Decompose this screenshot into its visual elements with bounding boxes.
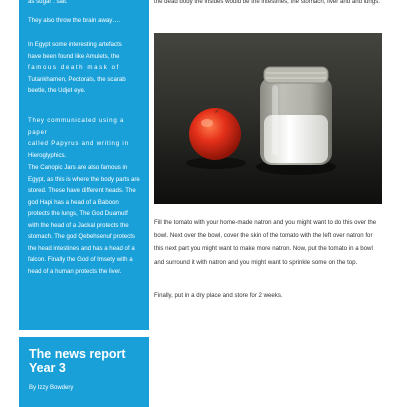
jar-rim — [264, 67, 328, 83]
sidebar-canopic-paragraph: The Canopic Jars are also famous in Egypt, as this is where the body parts are stored. These have different heads. The god Hapi has a head of a Baboon protects the lungs, The God Duamutf with the head of a Jackal protects the stomach. The god Qebehsenuf protects the head intestines and has a head of a falcon. Finally the God of Imsety with a head of a human protects the liver. — [28, 164, 140, 275]
photo-illustration — [154, 33, 382, 204]
tomato — [189, 108, 241, 160]
news-title: The news report Year 3 — [29, 347, 126, 375]
artefacts-line: In Egypt some interesting artefacts — [28, 41, 122, 48]
tomato-highlight — [201, 119, 213, 127]
artefacts-line: beetle, the Udjet eye. — [28, 87, 86, 94]
news-report-box — [19, 337, 149, 407]
sidebar-panel — [19, 0, 149, 330]
papyrus-line: called Papyrus and writing in — [28, 140, 129, 147]
sidebar-artefacts-paragraph — [28, 39, 140, 97]
news-author: By Izzy Bowdery — [29, 385, 74, 391]
jar-reflection — [272, 85, 278, 155]
papyrus-line: Hieroglyphics. — [28, 151, 67, 159]
final-step-text: Finally, put in a dry place and store for 2 weeks. — [154, 292, 283, 299]
tomato-jar-photo — [154, 33, 382, 204]
instructions-text: Fill the tomato with your home-made natron and you might want to do this over the bowl. Next over the bowl, cover the skin of the tomato with the left over natron for this next part you might want to make more natron. Now, put the tomato in a bowl and surround it with natron and you might want to sprinkle some on the top. — [154, 219, 377, 266]
sidebar-papyrus-paragraph — [28, 115, 140, 161]
artefacts-line: famous death mask of — [28, 64, 120, 71]
artefacts-line: have been found like Amulets, the — [28, 52, 120, 60]
sidebar-top-text: as sugar . salt. — [28, 0, 68, 5]
papyrus-line: They communicated using a paper — [28, 117, 125, 136]
sidebar-brain-text: They also throw the brain away…. — [28, 17, 121, 24]
artefacts-line: Tutankhamen, Pectorals, the scarab — [28, 75, 126, 83]
intro-text: the dead body the insides would be the intestines, the stomach, liver and and lungs. — [154, 0, 380, 5]
